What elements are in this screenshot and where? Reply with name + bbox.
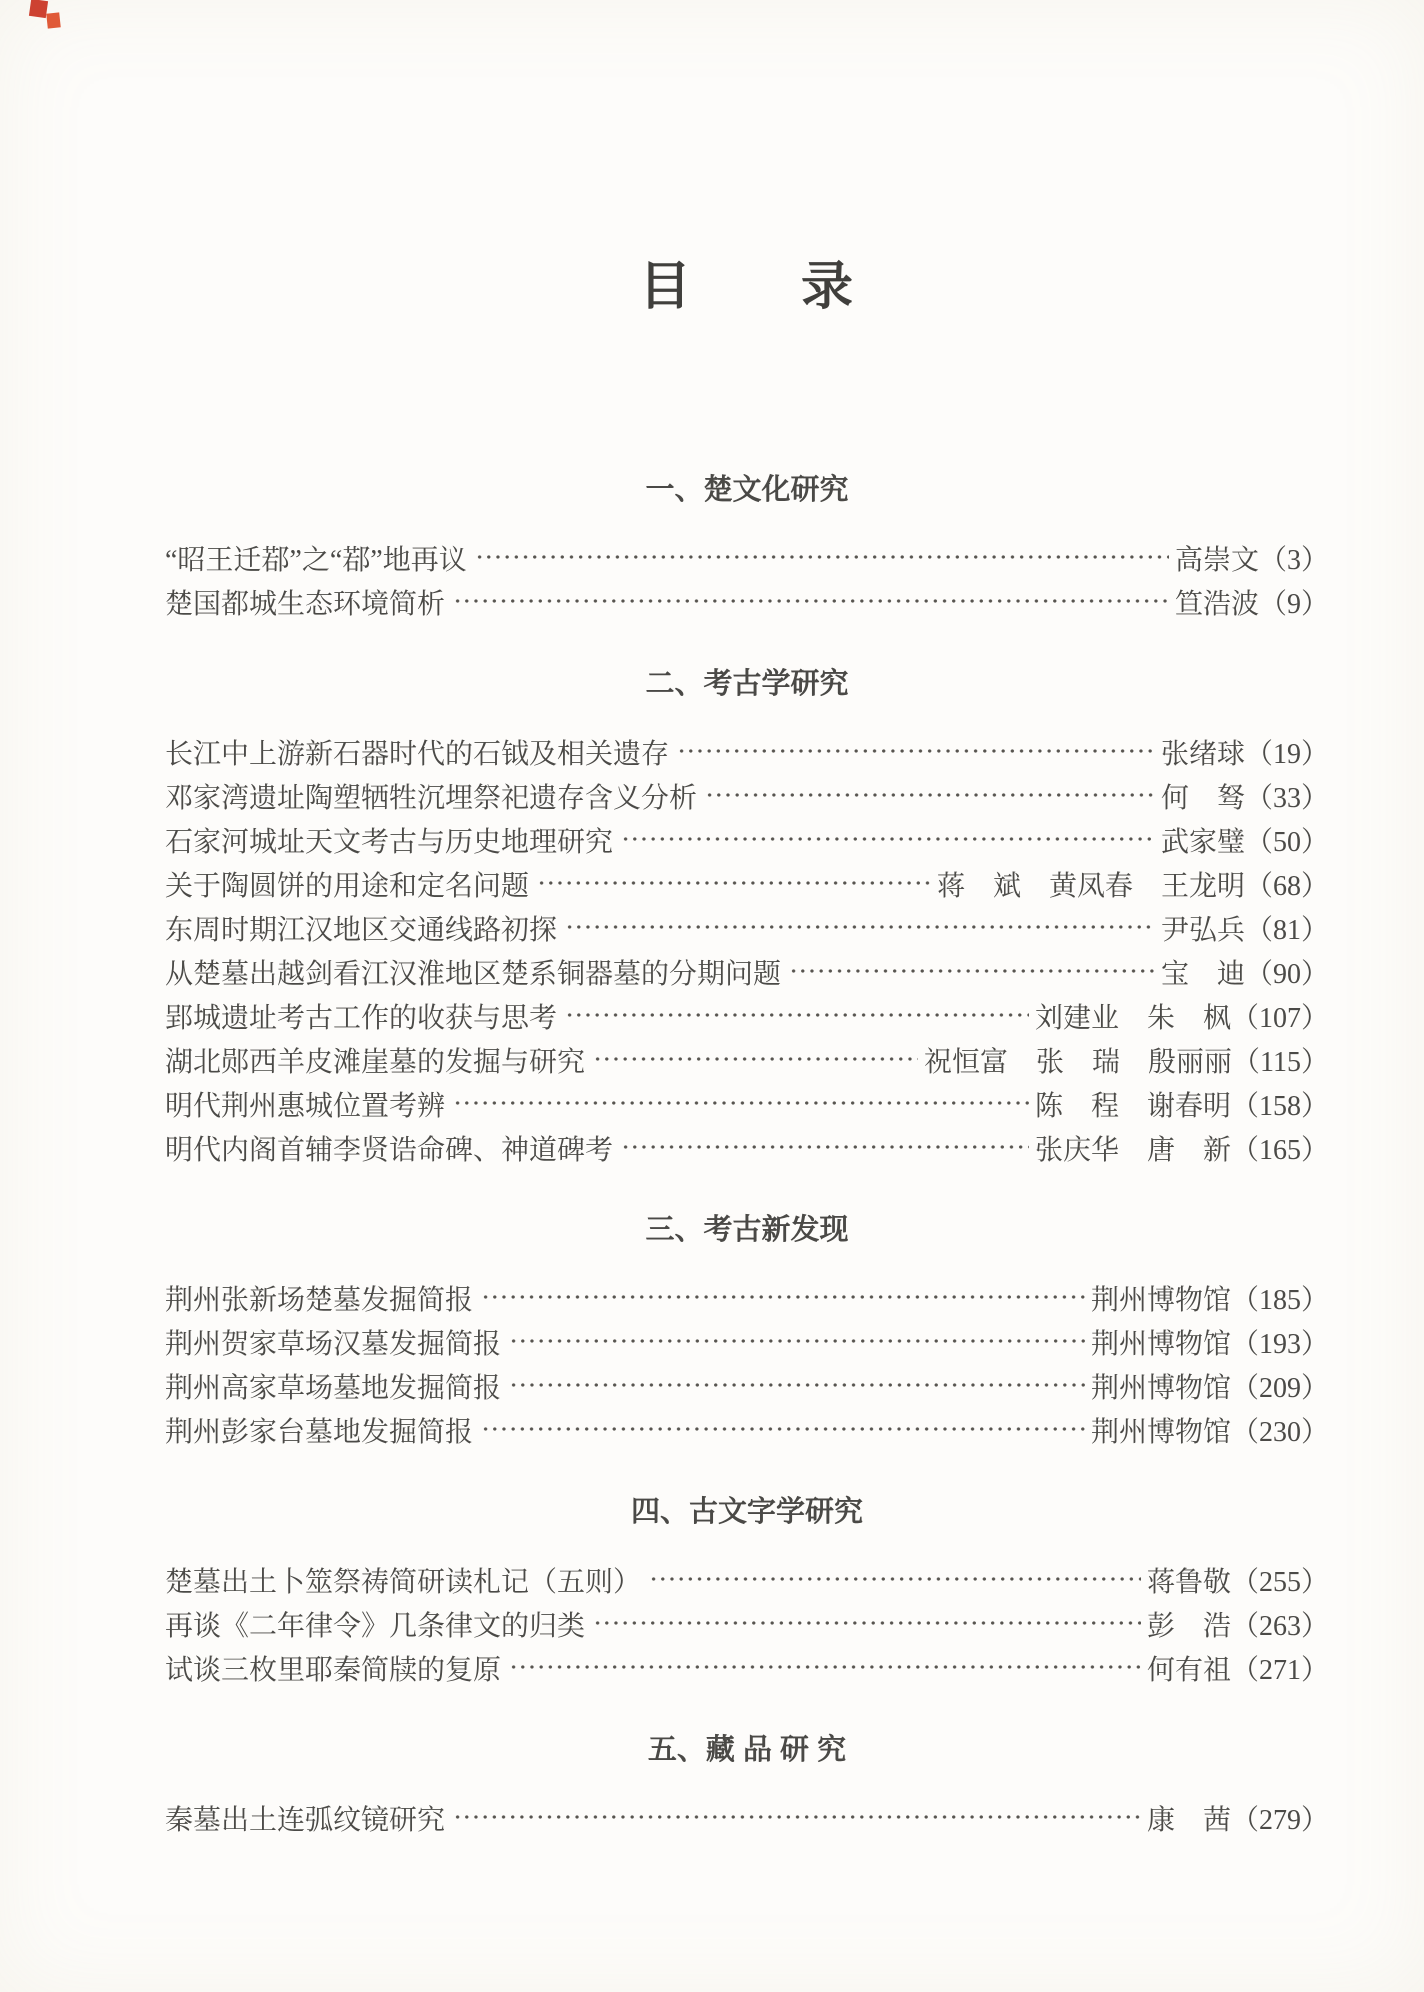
- dot-leader: [565, 912, 1155, 942]
- entry-title: 石家河城址天文考古与历史地理研究: [165, 827, 614, 858]
- entry-author-page: 荆州博物馆（230）: [1090, 1417, 1329, 1448]
- entry-title: 试谈三枚里耶秦简牍的复原: [165, 1655, 502, 1686]
- scan-artifact: [46, 12, 60, 28]
- section-heading: 二、考古学研究: [645, 668, 849, 700]
- entry-author-page: 张绪球（19）: [1160, 739, 1329, 770]
- section-chu-culture: [165, 470, 1329, 624]
- toc-entry: [165, 1796, 1329, 1840]
- toc-entry: [165, 1082, 1329, 1126]
- toc-entry: [165, 1126, 1329, 1170]
- entry-author-page: 武家璧（50）: [1160, 827, 1329, 858]
- entry-title: 秦墓出土连弧纹镜研究: [165, 1805, 446, 1836]
- scan-artifact: [29, 0, 48, 18]
- entry-title: 再谈《二年律令》几条律文的归类: [165, 1611, 586, 1642]
- toc-entry: [165, 730, 1329, 774]
- section-archaeology-research: [165, 664, 1329, 1170]
- entry-title: 明代荆州惠城位置考辨: [165, 1091, 446, 1122]
- dot-leader: [789, 956, 1155, 986]
- entry-title: 湖北郧西羊皮滩崖墓的发掘与研究: [165, 1047, 586, 1078]
- section-heading: 三、考古新发现: [645, 1214, 849, 1246]
- entry-author-page: 笪浩波（9）: [1174, 589, 1329, 620]
- entry-title: 东周时期江汉地区交通线路初探: [165, 915, 558, 946]
- entry-title: 荆州彭家台墓地发掘简报: [165, 1417, 474, 1448]
- dot-leader: [537, 868, 931, 898]
- toc-entry: [165, 862, 1329, 906]
- toc-entry: [165, 536, 1329, 580]
- entry-author-page: 何有祖（271）: [1146, 1655, 1329, 1686]
- dot-leader: [593, 1044, 918, 1074]
- entry-title: 荆州张新场楚墓发掘简报: [165, 1285, 474, 1316]
- toc-content: [165, 252, 1329, 1840]
- toc-entry: [165, 1602, 1329, 1646]
- dot-leader: [481, 1282, 1085, 1312]
- toc-entry: [165, 1408, 1329, 1452]
- entry-author-page: 张庆华 唐 新（165）: [1034, 1135, 1329, 1166]
- entry-title: 邓家湾遗址陶塑牺牲沉埋祭祀遗存含义分析: [165, 783, 698, 814]
- entry-author-page: 何 驽（33）: [1160, 783, 1329, 814]
- dot-leader: [453, 1802, 1141, 1832]
- section-heading: 五、藏 品 研 究: [647, 1734, 847, 1766]
- toc-entry: [165, 1364, 1329, 1408]
- toc-entry: [165, 994, 1329, 1038]
- toc-entry: [165, 1646, 1329, 1690]
- entry-author-page: 尹弘兵（81）: [1160, 915, 1329, 946]
- dot-leader: [509, 1326, 1085, 1356]
- entry-title: 楚墓出土卜筮祭祷简研读札记（五则）: [165, 1567, 642, 1598]
- toc-entry: [165, 1558, 1329, 1602]
- toc-entry: [165, 906, 1329, 950]
- entry-title: 明代内阁首辅李贤诰命碑、神道碑考: [165, 1135, 614, 1166]
- dot-leader: [509, 1370, 1085, 1400]
- page-title: 目 录: [638, 259, 855, 316]
- dot-leader: [593, 1608, 1141, 1638]
- entry-author-page: 康 茜（279）: [1146, 1805, 1329, 1836]
- dot-leader: [453, 586, 1169, 616]
- entry-author-page: 祝恒富 张 瑞 殷丽丽（115）: [924, 1047, 1329, 1078]
- dot-leader: [649, 1564, 1141, 1594]
- entry-title: 荆州高家草场墓地发掘简报: [165, 1373, 502, 1404]
- section-paleography: [165, 1492, 1329, 1690]
- entry-title: 长江中上游新石器时代的石钺及相关遗存: [165, 739, 670, 770]
- entry-title: “昭王迁鄀”之“鄀”地再议: [165, 545, 467, 576]
- dot-leader: [475, 542, 1169, 572]
- entry-author-page: 彭 浩（263）: [1146, 1611, 1329, 1642]
- dot-leader: [621, 1132, 1029, 1162]
- entry-author-page: 蒋鲁敬（255）: [1146, 1567, 1329, 1598]
- toc-entry: [165, 774, 1329, 818]
- toc-entry: [165, 580, 1329, 624]
- toc-entry: [165, 1320, 1329, 1364]
- toc-entry: [165, 818, 1329, 862]
- entry-author-page: 蒋 斌 黄凤春 王龙明（68）: [936, 871, 1329, 902]
- dot-leader: [677, 736, 1155, 766]
- section-collection-research: [165, 1730, 1329, 1840]
- toc-entry: [165, 950, 1329, 994]
- dot-leader: [705, 780, 1155, 810]
- section-heading: 一、楚文化研究: [645, 474, 849, 506]
- dot-leader: [453, 1088, 1029, 1118]
- entry-title: 郢城遗址考古工作的收获与思考: [165, 1003, 558, 1034]
- entry-title: 关于陶圆饼的用途和定名问题: [165, 871, 530, 902]
- entry-author-page: 高崇文（3）: [1174, 545, 1329, 576]
- dot-leader: [621, 824, 1155, 854]
- entry-title: 楚国都城生态环境简析: [165, 589, 446, 620]
- entry-author-page: 宝 迪（90）: [1160, 959, 1329, 990]
- entry-title: 从楚墓出越剑看江汉淮地区楚系铜器墓的分期问题: [165, 959, 782, 990]
- dot-leader: [565, 1000, 1029, 1030]
- entry-author-page: 陈 程 谢春明（158）: [1034, 1091, 1329, 1122]
- toc-entry: [165, 1276, 1329, 1320]
- entry-author-page: 荆州博物馆（185）: [1090, 1285, 1329, 1316]
- dot-leader: [509, 1652, 1141, 1682]
- entry-author-page: 荆州博物馆（193）: [1090, 1329, 1329, 1360]
- section-heading: 四、古文字学研究: [630, 1496, 863, 1528]
- entry-author-page: 荆州博物馆（209）: [1090, 1373, 1329, 1404]
- section-new-discoveries: [165, 1210, 1329, 1452]
- entry-author-page: 刘建业 朱 枫（107）: [1034, 1003, 1329, 1034]
- dot-leader: [481, 1414, 1085, 1444]
- entry-title: 荆州贺家草场汉墓发掘简报: [165, 1329, 502, 1360]
- toc-entry: [165, 1038, 1329, 1082]
